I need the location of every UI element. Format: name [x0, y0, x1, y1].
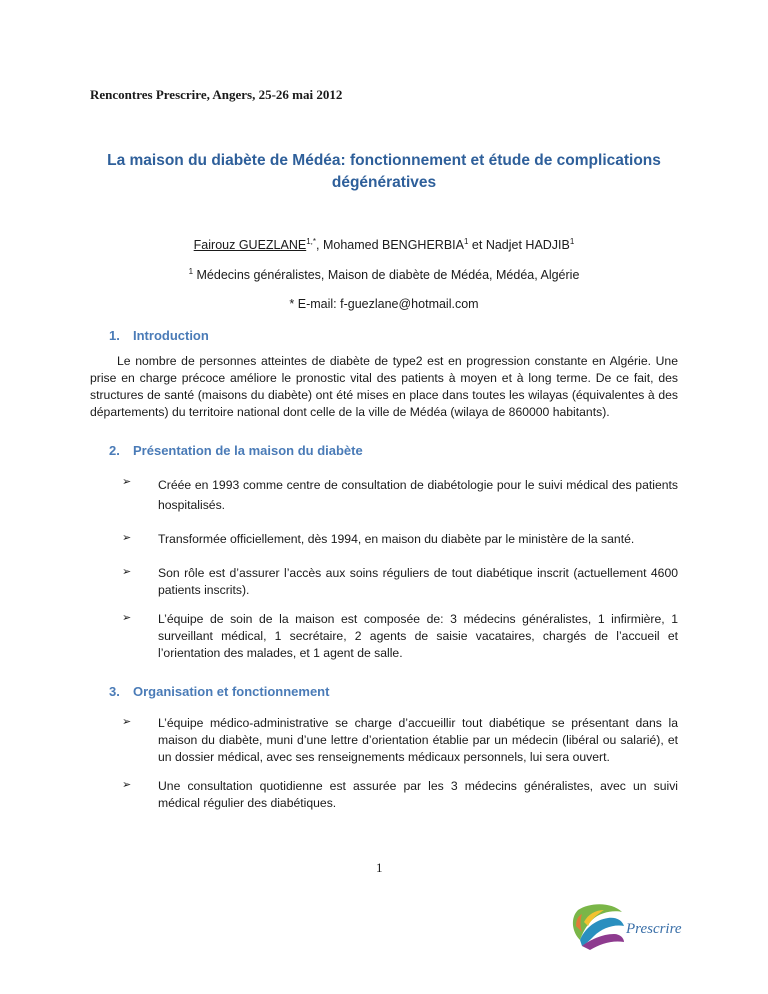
- author-2-sup: 1: [463, 237, 469, 246]
- section-1-number: 1.: [109, 328, 120, 343]
- logo-text: Prescrire: [626, 921, 682, 937]
- section-3-heading: [109, 684, 329, 699]
- arrow-bullet-icon: ➢: [122, 716, 132, 728]
- arrow-bullet-icon: ➢: [122, 532, 132, 544]
- affiliation-text: Médecins généralistes, Maison de diabète de Médéa, Médéa, Algérie: [193, 268, 580, 283]
- author-3-sup: 1: [569, 237, 575, 246]
- bullet-text: Une consultation quotidienne est assurée par les 3 médecins généralistes, avec un suivi médical régulier des diabétiques.: [158, 779, 678, 810]
- section-1-paragraph: Le nombre de personnes atteintes de diabète de type2 est en progression constante en Algérie. Une prise en charge précoce améliore le pronostic vital des patients à moyen et à long terme. De ce fait, des structures de santé (maisons du diabète) ont été mises en place dans toutes les wilayas (équivalentes à des départements) du territoire national dont celle de la ville de Médéa (wilaya de 860000 habitants).: [90, 354, 678, 419]
- author-2: Mohamed BENGHERBIA: [322, 238, 464, 253]
- bullet-text: L’équipe médico-administrative se charge d’accueillir tout diabétique se présentant dans la maison du diabète, muni d’une lettre d’orientation établie par un médecin (libéral ou salarié), et un dossier médical, avec ses renseignements médicaux personnels, lui sera ouvert.: [158, 716, 678, 764]
- author-line: [90, 237, 678, 252]
- author-1-sup: 1,*: [306, 237, 316, 246]
- list-item: [122, 778, 678, 812]
- document-title: La maison du diabète de Médéa: fonctionnement et étude de complications dégénératives: [107, 152, 661, 191]
- section-2-heading: [109, 443, 363, 458]
- section-1-heading: [109, 328, 209, 343]
- section-2-number: 2.: [109, 443, 120, 458]
- bullet-text: L’équipe de soin de la maison est composée de: 3 médecins généralistes, 1 infirmière, 1 surveillant médical, 1 secrétaire, 2 agents de saisie vacataires, chargés de l’accueil et l’orientation des malades, et 1 agent de salle.: [158, 612, 678, 660]
- section-3-number: 3.: [109, 684, 120, 699]
- arrow-bullet-icon: ➢: [122, 476, 132, 488]
- bullet-text: Son rôle est d’assurer l’accès aux soins réguliers de tout diabétique inscrit (actuellement 4600 patients inscrits).: [158, 566, 678, 597]
- prescrire-logo: [560, 900, 690, 955]
- bullet-text: Créée en 1993 comme centre de consultation de diabétologie pour le suivi médical des patients hospitalisés.: [158, 478, 678, 512]
- section-1-title: Introduction: [133, 328, 209, 343]
- page-header: Rencontres Prescrire, Angers, 25-26 mai 2012: [90, 87, 343, 102]
- list-item: [122, 611, 678, 662]
- author-1: Fairouz GUEZLANE: [193, 238, 307, 253]
- section-2-title: Présentation de la maison du diabète: [133, 443, 363, 458]
- bullet-text: Transformée officiellement, dès 1994, en maison du diabète par le ministère de la santé.: [158, 532, 635, 546]
- arrow-bullet-icon: ➢: [122, 612, 132, 624]
- list-item: [122, 715, 678, 766]
- affiliation: [90, 267, 678, 282]
- author-sep-1: ,: [316, 238, 323, 253]
- author-3: Nadjet HADJIB: [485, 238, 570, 253]
- affiliation-sup: 1: [188, 267, 194, 276]
- arrow-bullet-icon: ➢: [122, 566, 132, 578]
- author-sep-2: et: [468, 238, 486, 253]
- list-item: [122, 565, 678, 599]
- contact-email: * E-mail: f-guezlane@hotmail.com: [289, 297, 479, 311]
- list-item: [122, 531, 678, 548]
- section-3-title: Organisation et fonctionnement: [133, 684, 330, 699]
- list-item: [122, 475, 678, 515]
- arrow-bullet-icon: ➢: [122, 779, 132, 791]
- page-number: 1: [376, 860, 383, 875]
